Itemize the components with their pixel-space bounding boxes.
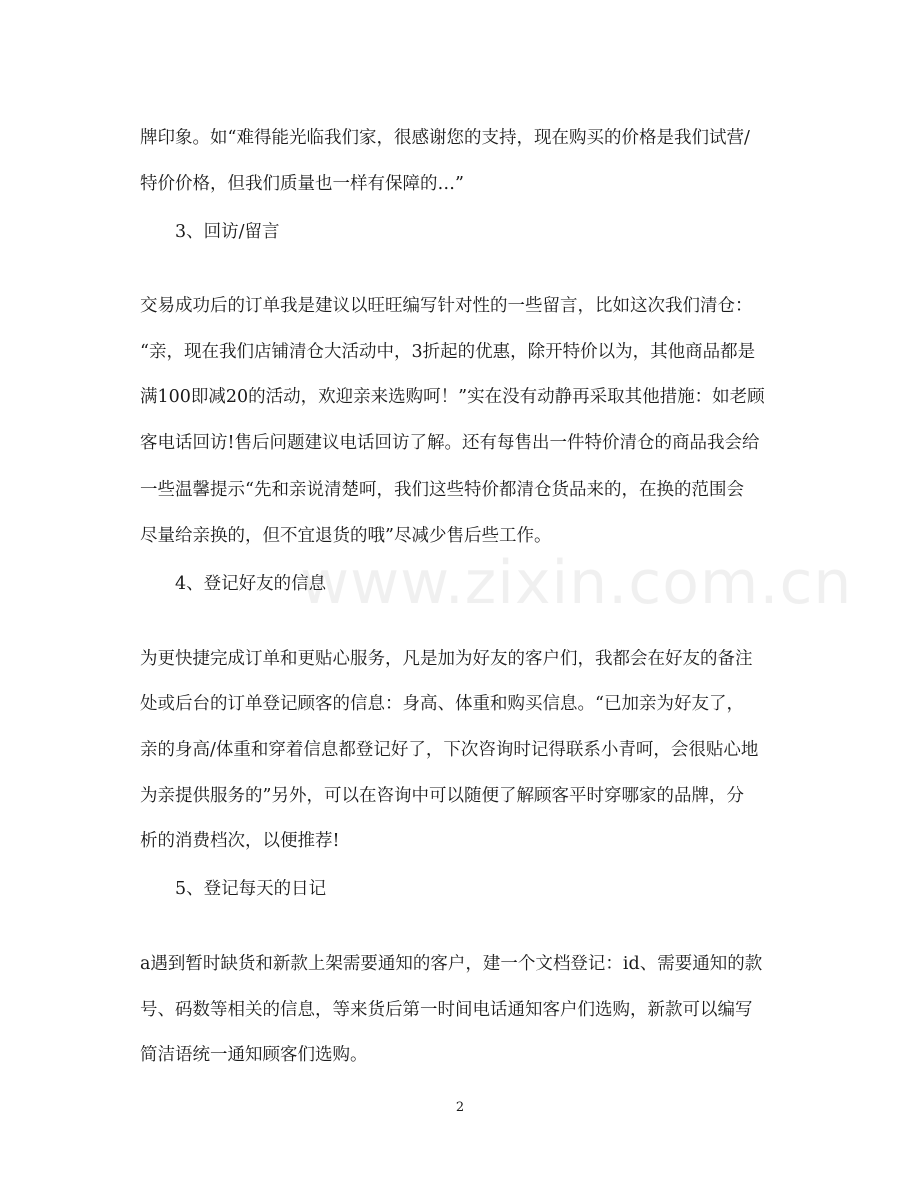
body-text-line: a遇到暂时缺货和新款上架需要通知的客户，建一个文档登记：id、需要通知的款 [140, 954, 763, 974]
body-text-line: 为亲提供服务的”另外，可以在咨询中可以随便了解顾客平时穿哪家的品牌，分 [140, 786, 744, 806]
body-text-line: 析的消费档次，以便推荐! [140, 831, 340, 851]
section-heading-4: 4、登记好友的信息 [175, 574, 327, 594]
body-text-line: 为更快捷完成订单和更贴心服务，凡是加为好友的客户们，我都会在好友的备注 [140, 649, 753, 669]
body-text-line: 交易成功后的订单我是建议以旺旺编写针对性的一些留言，比如这次我们清仓： [140, 296, 753, 316]
body-text-line: 客电话回访!售后问题建议电话回访了解。还有每售出一件特价清仓的商品我会给 [140, 433, 760, 453]
body-text-line: 尽量给亲换的，但不宜退货的哦”尽减少售后些工作。 [140, 526, 552, 546]
body-text-line: 满100即减20的活动，欢迎亲来选购呵！”实在没有动静再采取其他措施：如老顾 [140, 387, 765, 407]
body-text-line: “亲，现在我们店铺清仓大活动中，3折起的优惠，除开特价以为，其他商品都是 [140, 342, 756, 362]
section-heading-3: 3、回访/留言 [175, 222, 280, 242]
body-text-line: 号、码数等相关的信息，等来货后第一时间电话通知客户们选购，新款可以编写 [140, 1000, 753, 1020]
watermark: www.zixin.com.cn [300, 548, 853, 618]
body-text-line: 亲的身高/体重和穿着信息都登记好了，下次咨询时记得联系小青呵，会很贴心地 [140, 740, 759, 760]
body-text-line: 一些温馨提示“先和亲说清楚呵，我们这些特价都清仓货品来的，在换的范围会 [140, 480, 744, 500]
body-text-line: 特价价格，但我们质量也一样有保障的…” [140, 174, 464, 194]
body-text-line: 处或后台的订单登记顾客的信息：身高、体重和购买信息。“已加亲为好友了， [140, 694, 744, 714]
section-heading-5: 5、登记每天的日记 [175, 879, 327, 899]
body-text-line: 简洁语统一通知顾客们选购。 [140, 1045, 368, 1065]
body-text-line: 牌印象。如“难得能光临我们家，很感谢您的支持，现在购买的价格是我们试营/ [140, 128, 750, 148]
page-number: 2 [455, 1100, 465, 1115]
